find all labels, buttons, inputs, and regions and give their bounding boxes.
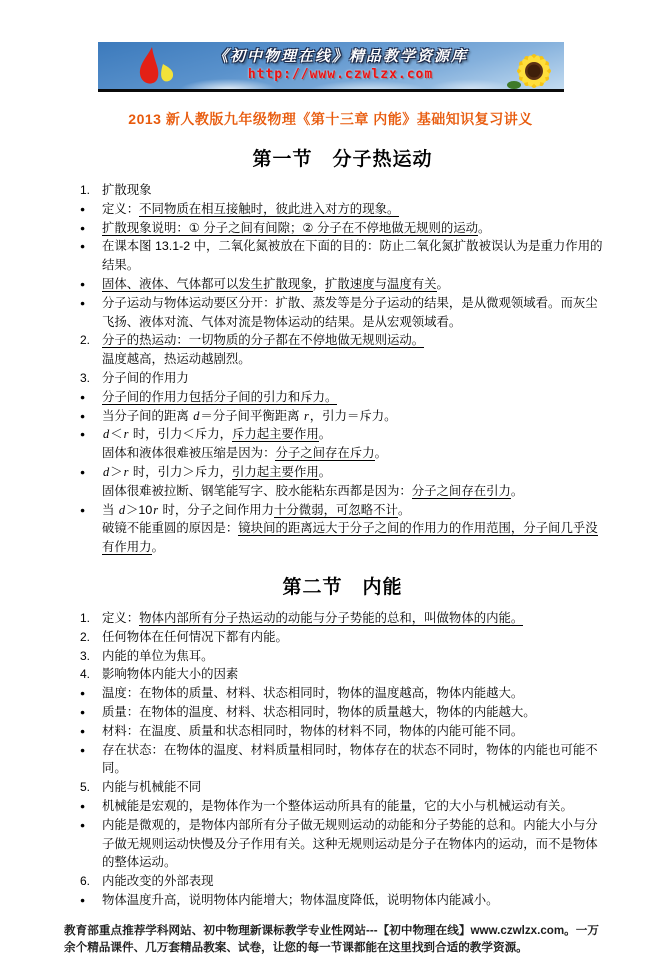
list-item [80, 647, 605, 666]
bullet-icon: ● [80, 800, 86, 811]
item-number: 3. [80, 370, 91, 385]
list-item [80, 200, 605, 219]
bullet-icon: ● [80, 429, 86, 440]
item-text: 扩散现象说明：① 分子之间有间隙；② 分子在不停地做无规则的运动。 [102, 220, 491, 235]
item-text: 温度越高，热运动越剧烈。 [102, 352, 251, 367]
section-list [80, 609, 605, 910]
item-number: 1. [80, 610, 91, 625]
list-item [80, 816, 605, 872]
item-text: 分子间的作用力 [102, 370, 189, 385]
bullet-icon: ● [80, 466, 86, 477]
item-text: 当分子间的距离 d＝分子间平衡距离 r，引力＝斥力。 [102, 408, 397, 423]
section-heading: 第二节 内能 [282, 576, 403, 598]
item-text: 当 d＞10r 时，分子之间作用力十分微弱，可忽略不计。 [102, 502, 411, 517]
item-text: 内能的单位为焦耳。 [102, 648, 214, 663]
footer-text: 教育部重点推荐学科网站、初中物理新课标教学专业性网站---【初中物理在线】www.czwlzx.com。一万余个精品课件、几万套精品教案、试卷，让您的每一节课都能在这里找到合适的教学资源。 [64, 923, 599, 955]
list-item [80, 519, 605, 557]
list-item [80, 891, 605, 910]
list-item [80, 609, 605, 628]
bullet-icon: ● [80, 222, 86, 233]
bullet-icon: ● [80, 241, 86, 252]
item-text: 定义：不同物质在相互接触时，彼此进入对方的现象。 [102, 201, 400, 216]
list-item [80, 463, 605, 482]
item-text: d＞r 时，引力＞斥力，引力起主要作用。 [103, 464, 332, 479]
bullet-icon: ● [80, 819, 86, 830]
item-text: 固体很难被拉断、钢笔能写字、胶水能粘东西都是因为：分子之间存在引力。 [102, 483, 524, 498]
list-item [80, 294, 605, 332]
item-text: d＜r 时，引力＜斥力，斥力起主要作用。 [103, 427, 332, 442]
list-item [80, 181, 605, 200]
bullet-icon: ● [80, 297, 86, 308]
item-text: 机械能是宏观的，是物体作为一个整体运动所具有的能量，它的大小与机械运动有关。 [102, 798, 573, 813]
list-item [80, 665, 605, 684]
list-item [80, 219, 605, 238]
item-number [80, 482, 102, 501]
sunflower-icon [500, 42, 564, 92]
bullet-icon: ● [80, 391, 86, 402]
item-text: 质量：在物体的温度、材料、状态相同时，物体的质量越大，物体的内能越大。 [102, 704, 536, 719]
site-title: 《初中物理在线》精品教学资源库 [212, 48, 468, 65]
bullet-icon: ● [80, 278, 86, 289]
item-text: 分子的热运动：一切物质的分子都在不停地做无规则运动。 [102, 333, 425, 348]
item-number [80, 350, 102, 369]
item-text: 任何物体在任何情况下都有内能。 [102, 629, 288, 644]
document-title: 2013 新人教版九年级物理《第十三章 内能》基础知识复习讲义 [128, 111, 533, 127]
list-item [80, 741, 605, 779]
sections [80, 144, 605, 910]
bullet-icon: ● [80, 706, 86, 717]
item-number: 6. [80, 874, 91, 889]
bullet-icon: ● [80, 504, 86, 515]
item-text: 分子运动与物体运动要区分开：扩散、蒸发等是分子运动的结果，是从微观领域看。而灰尘飞扬、液体对流、气体对流是物体运动的结果。是从宏观领域看。 [102, 295, 598, 329]
list-item [80, 778, 605, 797]
bullet-icon: ● [80, 203, 86, 214]
bullet-icon: ● [80, 688, 86, 699]
list-item [80, 501, 605, 520]
list-item [80, 797, 605, 816]
item-number: 1. [80, 183, 91, 197]
item-text: 内能与机械能不同 [102, 780, 202, 795]
item-number: 4. [80, 667, 91, 682]
item-text: 内能改变的外部表现 [102, 874, 214, 889]
site-banner-image [98, 42, 564, 92]
item-number: 2. [80, 333, 91, 348]
item-text: 破镜不能重圆的原因是：镜块间的距离远大于分子之间的作用力的作用范围，分子间几乎没有作用力。 [102, 521, 598, 555]
item-text: 定义：物体内部所有分子热运动的动能与分子势能的总和，叫做物体的内能。 [102, 610, 524, 625]
list-item [80, 722, 605, 741]
item-text: 固体、液体、气体都可以发生扩散现象，扩散速度与温度有关。 [102, 276, 449, 291]
list-item [80, 407, 605, 426]
bullet-icon: ● [80, 410, 86, 421]
banner-text [188, 45, 494, 82]
bullet-icon: ● [80, 744, 86, 755]
item-text: 影响物体内能大小的因素 [102, 667, 239, 682]
list-item [80, 703, 605, 722]
item-text: 固体和液体很难被压缩是因为：分子之间存在斥力。 [102, 446, 387, 461]
flame-logo-icon [130, 46, 182, 88]
bullet-icon: ● [80, 725, 86, 736]
list-item [80, 628, 605, 647]
item-text: 内能是微观的，是物体内部所有分子做无规则运动的动能和分子势能的总和。内能大小与分子做无规则运动快慢及分子作用有关。这种无规则运动是分子在物体内的运动，而不是物体的整体运动。 [102, 817, 598, 870]
list-item [80, 350, 605, 369]
list-item [80, 275, 605, 294]
item-text: 在课本图 13.1-2 中，二氧化氮被放在下面的目的：防止二氧化氮扩散被误认为是重力作用的结果。 [102, 239, 603, 273]
list-item [80, 872, 605, 891]
section-list [80, 181, 605, 557]
list-item [80, 482, 605, 501]
list-item [80, 684, 605, 703]
item-text: 存在状态：在物体的温度、材料质量相同时，物体存在的状态不同时，物体的内能也可能不同。 [102, 742, 598, 776]
list-item [80, 237, 605, 275]
list-item [80, 425, 605, 444]
item-text: 温度：在物体的质量、材料、状态相同时，物体的温度越高，物体内能越大。 [102, 686, 524, 701]
section-heading: 第一节 分子热运动 [252, 149, 433, 170]
item-text: 材料：在温度、质量和状态相同时，物体的材料不同，物体的内能可能不同。 [102, 723, 524, 738]
list-item [80, 331, 605, 350]
item-text: 扩散现象 [102, 183, 152, 197]
item-number [80, 444, 102, 463]
item-number: 3. [80, 648, 91, 663]
list-item [80, 444, 605, 463]
list-item [80, 388, 605, 407]
item-number: 5. [80, 780, 91, 795]
item-text: 分子间的作用力包括分子间的引力和斥力。 [102, 389, 338, 404]
item-number [80, 519, 102, 557]
bullet-icon: ● [80, 894, 86, 905]
item-number: 2. [80, 629, 91, 644]
item-text: 物体温度升高，说明物体内能增大；物体温度降低，说明物体内能减小。 [102, 892, 499, 907]
site-url-link[interactable]: http://www.czwlzx.com [247, 67, 434, 82]
list-item [80, 369, 605, 388]
